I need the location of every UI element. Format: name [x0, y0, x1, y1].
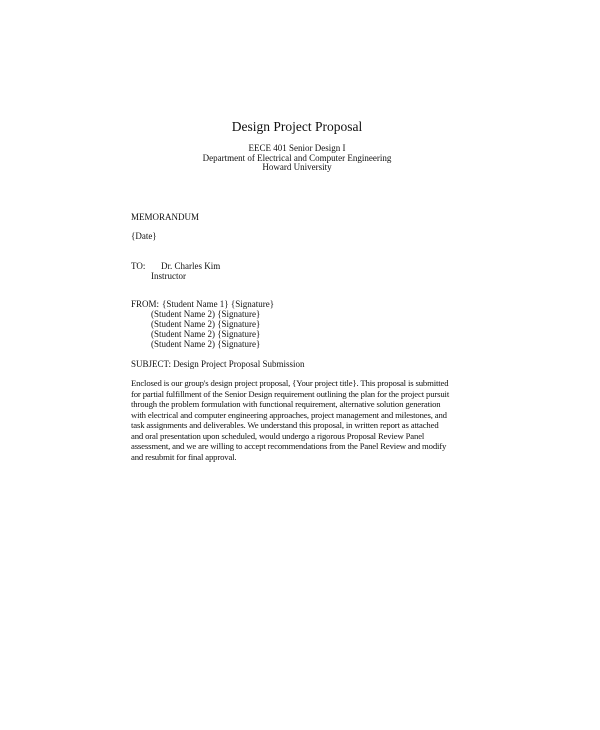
university-name: Howard University	[262, 162, 332, 172]
memo-heading: MEMORANDUM	[131, 212, 200, 222]
body-line: assessment, and we are willing to accept recommendations from the Panel Review and modify	[131, 441, 447, 451]
from-label: FROM:	[131, 299, 160, 309]
body-line: through the problem formulation with functional requirement, alternative solution generation	[131, 399, 441, 409]
to-title: Instructor	[151, 271, 186, 281]
from-entry: (Student Name 2) {Signature}	[151, 319, 261, 329]
course-name: EECE 401 Senior Design I	[248, 143, 346, 153]
body-line: Enclosed is our group's design project proposal, {Your project title}. This proposal is submitted	[131, 378, 449, 388]
to-name: Dr. Charles Kim	[161, 261, 221, 271]
from-entry: {Student Name 1} {Signature}	[162, 299, 275, 309]
document-title: Design Project Proposal	[231, 119, 363, 134]
body-line: task assignments and deliverables. We understand this proposal, in written report as attached	[131, 420, 439, 430]
memo-body	[131, 378, 449, 462]
department-name: Department of Electrical and Computer Engineering	[202, 153, 392, 163]
body-line: for partial fulfillment of the Senior Design requirement outlining the plan for the project pursuit	[131, 388, 450, 399]
body-line: with electrical and computer engineering approaches, project management and milestones, and	[131, 409, 447, 420]
from-entry: (Student Name 2) {Signature}	[151, 309, 261, 319]
body-line: and resubmit for final approval.	[131, 451, 237, 462]
memo-date: {Date}	[131, 231, 157, 241]
from-entry: (Student Name 2) {Signature}	[151, 329, 261, 339]
body-line: and oral presentation upon scheduled, would undergo a rigorous Proposal Review Panel	[131, 430, 425, 441]
memo-subject: SUBJECT: Design Project Proposal Submission	[131, 359, 305, 369]
to-label: TO:	[131, 261, 146, 271]
from-entry: (Student Name 2) {Signature}	[151, 339, 261, 349]
